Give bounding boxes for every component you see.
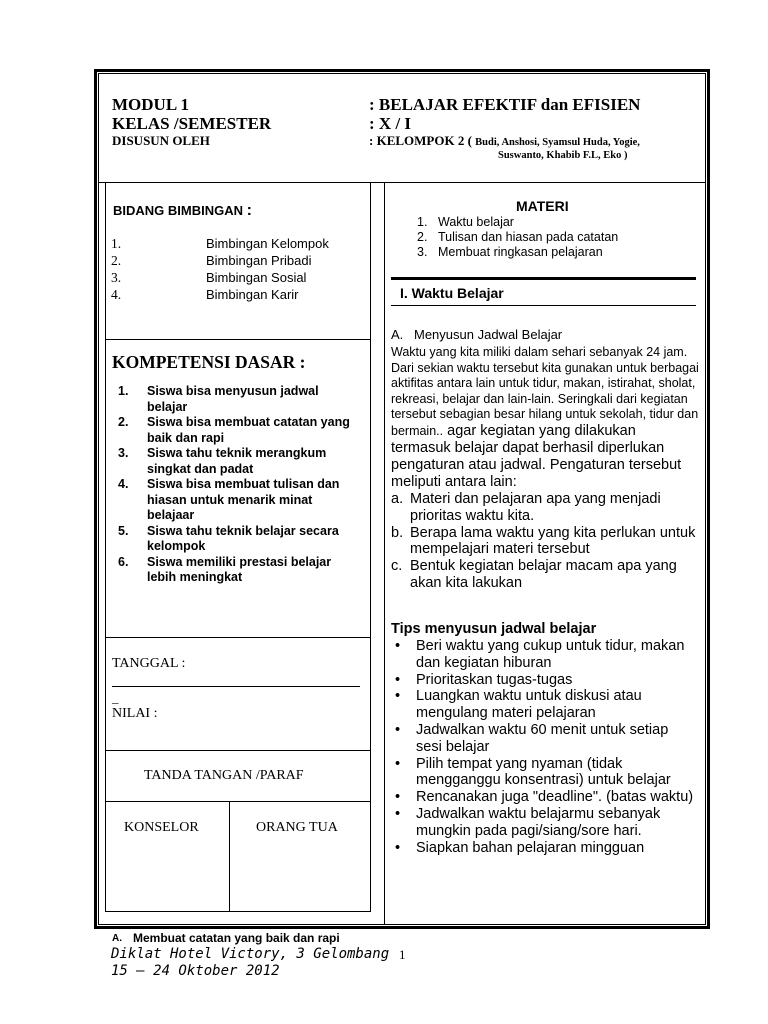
left-divider-1 bbox=[105, 339, 371, 340]
materi-title: MATERI bbox=[516, 198, 569, 214]
list-item: • Prioritaskan tugas-tugas bbox=[395, 671, 573, 688]
list-item: 3. Siswa tahu teknik merangkum singkat dan padat bbox=[118, 446, 327, 476]
bidang-list bbox=[111, 235, 329, 303]
orang-tua-label: ORANG TUA bbox=[256, 820, 338, 835]
tips-title: Tips menyusun jadwal belajar bbox=[391, 621, 597, 637]
disusun-label: DISUSUN OLEH bbox=[112, 133, 210, 148]
nilai-label: NILAI : bbox=[112, 706, 158, 721]
list-item: • Luangkan waktu untuk diskusi atau mengulang materi pelajaran bbox=[395, 688, 642, 722]
kompetensi-title: KOMPETENSI DASAR : bbox=[112, 352, 306, 372]
list-item: 4. Siswa bisa membuat tulisan dan hiasan untuk menarik minat belajaar bbox=[118, 477, 340, 522]
list-item: 2. Tulisan dan hiasan pada catatan bbox=[417, 230, 619, 244]
list-item: 1. Bimbingan Kelompok bbox=[111, 236, 329, 251]
section-heading: I. Waktu Belajar bbox=[400, 285, 504, 301]
konselor-label: KONSELOR bbox=[124, 820, 199, 835]
body-paragraph: Waktu yang kita miliki dalam sehari sebanyak 24 jam. Dari sekian waktu tersebut kita gunakan untuk berbagai aktifitas antara lain untuk tidur, makan, istirahat, sholat, rekreasi, belajar dan lain-lain. Seringkali dari kegiatan tersebut sebagian besar hilang untuk sekolah, tidur dan bermain.. agar kegiatan yang dilakukan bbox=[391, 345, 699, 439]
list-item: c. Bentuk kegiatan belajar macam apa yang akan kita lakukan bbox=[391, 558, 677, 591]
section-heading-top-rule bbox=[391, 277, 696, 280]
kompetensi-list bbox=[118, 384, 357, 586]
sub-heading: A. Menyusun Jadwal Belajar bbox=[391, 327, 563, 342]
authors-line1: Budi, Anshosi, Syamsul Huda, Yogie, bbox=[475, 137, 640, 148]
disusun-value: : KELOMPOK 2 ( Budi, Anshosi, Syamsul Huda, Yogie, bbox=[369, 133, 640, 148]
left-divider-4 bbox=[105, 801, 371, 802]
list-item: 2. Bimbingan Pribadi bbox=[111, 253, 312, 268]
next-section-heading: A. Membuat catatan yang baik dan rapi bbox=[112, 931, 340, 945]
kelas-label: KELAS /SEMESTER bbox=[112, 114, 272, 133]
list-item: • Siapkan bahan pelajaran mingguan bbox=[395, 839, 645, 856]
list-item: 4. Bimbingan Karir bbox=[111, 287, 299, 302]
list-item: 5. Siswa tahu teknik belajar secara kelompok bbox=[118, 523, 339, 553]
list-item: 2. Siswa bisa membuat catatan yang baik dan rapi bbox=[118, 415, 350, 445]
tanggal-underline bbox=[112, 686, 360, 687]
bidang-title: BIDANG BIMBINGAN : bbox=[113, 202, 252, 219]
right-column-edge bbox=[384, 183, 385, 925]
tanggal-label: TANGGAL : bbox=[112, 656, 186, 671]
tanggal-dash: _ bbox=[112, 690, 119, 705]
footer-dates: 15 – 24 Oktober 2012 bbox=[111, 963, 280, 979]
list-item: 1. Siswa bisa menyusun jadwal belajar bbox=[118, 384, 319, 414]
modul-label: MODUL 1 bbox=[112, 95, 189, 114]
list-item: b. Berapa lama waktu yang kita perlukan untuk mempelajari materi tersebut bbox=[391, 524, 696, 558]
list-item: 1. Waktu belajar bbox=[417, 215, 514, 229]
tips-list bbox=[391, 638, 696, 856]
list-item: • Pilih tempat yang nyaman (tidak mengganggu konsentrasi) untuk belajar bbox=[395, 755, 671, 789]
page-number: 1 bbox=[399, 947, 406, 962]
list-item: • Beri waktu yang cukup untuk tidur, makan dan kegiatan hiburan bbox=[395, 638, 685, 671]
materi-list bbox=[417, 215, 618, 260]
kelas-value: : X / I bbox=[369, 114, 412, 133]
list-item: • Rencanakan juga "deadline". (batas waktu) bbox=[395, 789, 694, 806]
tanda-tangan-title: TANDA TANGAN /PARAF bbox=[144, 768, 304, 783]
body-text bbox=[391, 345, 703, 592]
signature-divider bbox=[229, 801, 230, 911]
footer-location: Diklat Hotel Victory, 3 Gelombang bbox=[111, 946, 390, 962]
left-divider-2 bbox=[105, 637, 371, 638]
body-paragraph-cont: termasuk belajar dapat berhasil diperlukan pengaturan atau jadwal. Pengaturan tersebut meliputi antara lain: bbox=[391, 439, 682, 490]
section-heading-bottom-rule bbox=[391, 305, 696, 306]
list-item: • Jadwalkan waktu belajarmu sebanyak mungkin pada pagi/siang/sore hari. bbox=[395, 805, 661, 839]
authors-line2: Suswanto, Khabib F.L, Eko ) bbox=[498, 150, 628, 161]
abc-list bbox=[391, 491, 703, 592]
list-item: 3. Bimbingan Sosial bbox=[111, 270, 307, 285]
list-item: 3. Membuat ringkasan pelajaran bbox=[417, 245, 603, 259]
modul-value: : BELAJAR EFEKTIF dan EFISIEN bbox=[369, 95, 641, 114]
left-divider-3 bbox=[105, 750, 371, 751]
left-box-bottom-edge bbox=[105, 911, 371, 912]
list-item: 6. Siswa memiliki prestasi belajar lebih meningkat bbox=[118, 554, 332, 584]
list-item: • Jadwalkan waktu 60 menit untuk setiap sesi belajar bbox=[395, 721, 669, 755]
list-item: a. Materi dan pelajaran apa yang menjadi prioritas waktu kita. bbox=[391, 490, 661, 524]
header-divider bbox=[98, 182, 706, 183]
